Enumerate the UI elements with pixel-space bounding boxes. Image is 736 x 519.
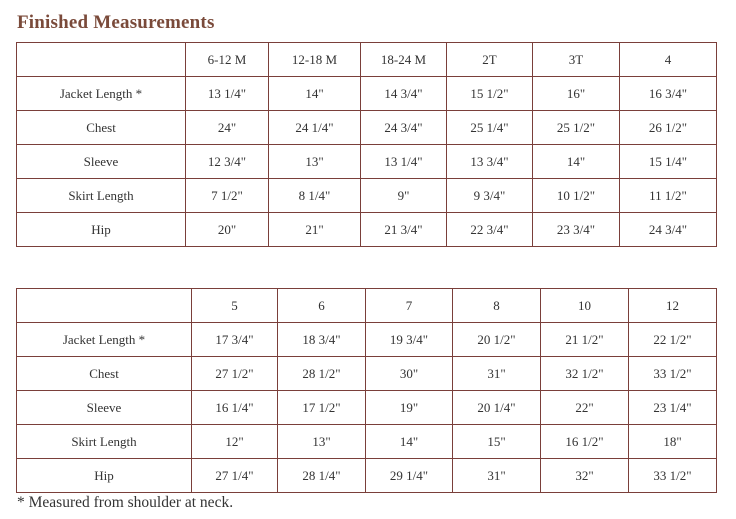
measurement-cell: 18" xyxy=(629,425,717,459)
measurement-cell: 21" xyxy=(269,213,361,247)
size-header-cell: 3T xyxy=(533,43,620,77)
corner-cell xyxy=(17,289,192,323)
size-header-cell: 18-24 M xyxy=(361,43,447,77)
size-header-cell: 5 xyxy=(192,289,278,323)
row-label: Skirt Length xyxy=(17,425,192,459)
measurement-cell: 24 3/4" xyxy=(620,213,717,247)
row-label: Jacket Length * xyxy=(17,77,186,111)
measurement-cell: 12 3/4" xyxy=(186,145,269,179)
measurement-cell: 26 1/2" xyxy=(620,111,717,145)
measurement-cell: 19 3/4" xyxy=(366,323,453,357)
size-header-cell: 10 xyxy=(541,289,629,323)
measurement-cell: 9" xyxy=(361,179,447,213)
size-header-cell: 12 xyxy=(629,289,717,323)
measurement-cell: 10 1/2" xyxy=(533,179,620,213)
measurement-cell: 27 1/4" xyxy=(192,459,278,493)
measurement-cell: 18 3/4" xyxy=(278,323,366,357)
size-header-cell: 4 xyxy=(620,43,717,77)
measurement-cell: 13 3/4" xyxy=(447,145,533,179)
measurement-cell: 22 3/4" xyxy=(447,213,533,247)
measurement-cell: 33 1/2" xyxy=(629,459,717,493)
size-header-cell: 8 xyxy=(453,289,541,323)
measurement-cell: 23 3/4" xyxy=(533,213,620,247)
measurement-cell: 15 1/4" xyxy=(620,145,717,179)
measurement-cell: 17 3/4" xyxy=(192,323,278,357)
row-label: Hip xyxy=(17,459,192,493)
measurement-cell: 21 3/4" xyxy=(361,213,447,247)
table-row xyxy=(17,323,717,357)
measurement-cell: 16" xyxy=(533,77,620,111)
measurement-cell: 19" xyxy=(366,391,453,425)
table-row xyxy=(17,213,717,247)
size-header-cell: 12-18 M xyxy=(269,43,361,77)
size-header-row xyxy=(17,289,717,323)
row-label: Chest xyxy=(17,111,186,145)
measurement-cell: 15" xyxy=(453,425,541,459)
table-row xyxy=(17,459,717,493)
measurement-cell: 17 1/2" xyxy=(278,391,366,425)
size-header-cell: 6-12 M xyxy=(186,43,269,77)
measurement-cell: 9 3/4" xyxy=(447,179,533,213)
measurement-cell: 14" xyxy=(366,425,453,459)
measurement-cell: 24" xyxy=(186,111,269,145)
measurement-cell: 32" xyxy=(541,459,629,493)
measurement-cell: 13 1/4" xyxy=(361,145,447,179)
table-row xyxy=(17,179,717,213)
measurement-cell: 7 1/2" xyxy=(186,179,269,213)
measurement-cell: 28 1/4" xyxy=(278,459,366,493)
measurement-cell: 12" xyxy=(192,425,278,459)
measurement-cell: 24 3/4" xyxy=(361,111,447,145)
table-row xyxy=(17,391,717,425)
size-header-cell: 7 xyxy=(366,289,453,323)
row-label: Chest xyxy=(17,357,192,391)
table-row xyxy=(17,145,717,179)
measurement-cell: 14" xyxy=(533,145,620,179)
row-label: Sleeve xyxy=(17,391,192,425)
measurement-cell: 21 1/2" xyxy=(541,323,629,357)
row-label: Jacket Length * xyxy=(17,323,192,357)
measurement-cell: 31" xyxy=(453,459,541,493)
measurement-cell: 11 1/2" xyxy=(620,179,717,213)
measurement-cell: 24 1/4" xyxy=(269,111,361,145)
measurement-cell: 22" xyxy=(541,391,629,425)
corner-cell xyxy=(17,43,186,77)
measurement-cell: 22 1/2" xyxy=(629,323,717,357)
row-label: Skirt Length xyxy=(17,179,186,213)
size-header-cell: 6 xyxy=(278,289,366,323)
table-row xyxy=(17,357,717,391)
table-row xyxy=(17,111,717,145)
page-title: Finished Measurements xyxy=(17,12,215,33)
measurement-cell: 32 1/2" xyxy=(541,357,629,391)
footnote: * Measured from shoulder at neck. xyxy=(17,494,234,511)
measurement-cell: 25 1/2" xyxy=(533,111,620,145)
measurement-cell: 29 1/4" xyxy=(366,459,453,493)
measurement-cell: 33 1/2" xyxy=(629,357,717,391)
row-label: Sleeve xyxy=(17,145,186,179)
measurement-cell: 27 1/2" xyxy=(192,357,278,391)
measurement-cell: 14 3/4" xyxy=(361,77,447,111)
measurements-table-large-sizes xyxy=(16,288,717,493)
measurement-cell: 13" xyxy=(269,145,361,179)
table-row xyxy=(17,77,717,111)
measurement-cell: 31" xyxy=(453,357,541,391)
measurement-cell: 15 1/2" xyxy=(447,77,533,111)
measurement-cell: 30" xyxy=(366,357,453,391)
row-label: Hip xyxy=(17,213,186,247)
measurement-cell: 8 1/4" xyxy=(269,179,361,213)
measurement-cell: 23 1/4" xyxy=(629,391,717,425)
measurement-cell: 28 1/2" xyxy=(278,357,366,391)
measurement-cell: 16 1/4" xyxy=(192,391,278,425)
measurement-cell: 16 3/4" xyxy=(620,77,717,111)
measurement-cell: 13" xyxy=(278,425,366,459)
size-header-row xyxy=(17,43,717,77)
measurement-cell: 14" xyxy=(269,77,361,111)
measurement-cell: 25 1/4" xyxy=(447,111,533,145)
measurement-cell: 20" xyxy=(186,213,269,247)
measurement-cell: 16 1/2" xyxy=(541,425,629,459)
table-row xyxy=(17,425,717,459)
measurement-cell: 13 1/4" xyxy=(186,77,269,111)
size-header-cell: 2T xyxy=(447,43,533,77)
measurement-cell: 20 1/4" xyxy=(453,391,541,425)
measurement-cell: 20 1/2" xyxy=(453,323,541,357)
measurements-table-small-sizes xyxy=(16,42,717,247)
